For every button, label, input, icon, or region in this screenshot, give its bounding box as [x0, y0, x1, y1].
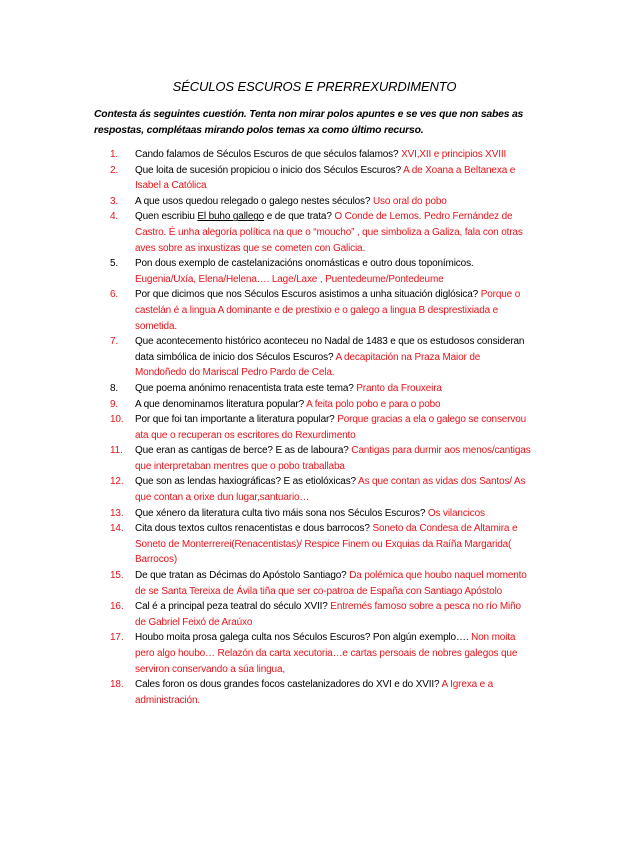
instructions-text: Contesta ás seguintes cuestión. Tenta non mirar polos apuntes e se ves que non sabes as respostas, complétaas mirando polos temas xa como último recurso.	[94, 109, 524, 136]
question-number: 4.	[110, 211, 119, 223]
question-number: 12.	[110, 476, 124, 488]
answer-text: O Conde de Lemos. Pedro Fernández de Castro. É unha alegoría política na que o “moucho” , que simboliza a Galiza, fala con otras aves sobre as inxustizas que se cometen con Galicia.	[135, 211, 523, 254]
answer-text: Cantigas para durmir aos menos/cantigas que interpretaban mentres que o pobo traballaba	[135, 445, 531, 472]
answer-text: Eugenia/Uxía, Elena/Helena…. Lage/Laxe , Puentedeume/Pontedeume	[135, 273, 444, 285]
list-item	[0, 147, 629, 163]
list-item	[0, 381, 629, 397]
question-body	[135, 568, 533, 599]
question-body	[135, 630, 533, 677]
question-text: e de que trata?	[264, 211, 335, 223]
question-number: 10.	[110, 414, 124, 426]
question-body	[135, 599, 533, 630]
question-body	[135, 147, 533, 163]
question-list	[0, 147, 629, 708]
question-body	[135, 194, 533, 210]
question-text: Quen escribiu	[135, 211, 198, 223]
question-text: Que poema anónimo renacentista trata este tema?	[135, 382, 357, 394]
list-item	[0, 163, 629, 194]
answer-text: Porque o castelán é a lingua A dominante e de prestixio e o galego a lingua B desprestixiada e sometida.	[135, 289, 521, 332]
question-number: 14.	[110, 523, 124, 535]
question-text: Que son as lendas haxiográficas? E as etiolóxicas?	[135, 476, 359, 488]
question-number: 8.	[110, 382, 119, 394]
question-text: De que tratan as Décimas do Apóstolo Santiago?	[135, 570, 350, 582]
question-number: 11.	[110, 445, 123, 457]
question-number: 1.	[110, 149, 119, 160]
question-text: Cales foron os dous grandes focos castelanizadores do XVI e do XVII?	[135, 679, 442, 691]
list-item	[0, 209, 629, 256]
question-number: 15.	[110, 570, 124, 582]
question-text: A que denominamos literatura popular?	[135, 398, 307, 410]
answer-text: XVI,XII e principios XVIII	[401, 149, 507, 160]
answer-text: Non moita pero algo houbo… Relazón da carta xecutoria…e cartas persoais de nobres galegos que serviron conservando a súa lingua,	[135, 632, 518, 675]
answer-text: As que contan as vidas dos Santos/ As que contan a orixe dun lugar,santuario…	[135, 476, 526, 504]
list-item	[0, 287, 629, 334]
book-title: El buho gallego	[197, 211, 265, 223]
question-number: 7.	[110, 336, 119, 348]
list-item	[0, 412, 629, 443]
answer-text: A de Xoana a Beltanexa e Isabel a Católica	[135, 164, 516, 192]
question-body	[135, 397, 533, 413]
answer-text: Uso oral do pobo	[372, 195, 447, 207]
question-number: 13.	[110, 507, 124, 519]
list-item	[0, 443, 629, 474]
question-number: 5.	[110, 258, 119, 270]
question-text: Cal é a principal peza teatral do século XVII?	[135, 601, 331, 613]
question-body	[135, 334, 533, 381]
question-number: 2.	[110, 164, 119, 176]
question-body	[135, 521, 533, 568]
question-body	[135, 287, 533, 334]
question-text: Por que dicimos que nos Séculos Escuros asistimos a unha situación diglósica?	[135, 289, 481, 301]
question-number: 16.	[110, 601, 124, 613]
list-item	[0, 194, 629, 210]
list-item	[0, 334, 629, 381]
question-body	[135, 381, 533, 397]
list-item	[0, 397, 629, 413]
list-item	[0, 677, 629, 708]
question-number: 17.	[110, 632, 124, 644]
list-item	[0, 568, 629, 599]
question-text: A que usos quedou relegado o galego nestes séculos?	[135, 195, 373, 207]
list-item	[0, 506, 629, 522]
answer-text: A feita polo pobo e para o pobo	[306, 398, 441, 410]
question-text: Por que foi tan importante a literatura popular?	[135, 414, 338, 426]
document-title: SÉCULOS ESCUROS E PRERREXURDIMENTO	[172, 79, 457, 94]
question-text: Cando falamos de Séculos Escuros de que séculos falamos?	[135, 149, 402, 160]
question-body	[135, 677, 533, 708]
list-item	[0, 630, 629, 677]
question-number: 9.	[110, 398, 119, 410]
question-text: Cita dous textos cultos renacentistas e dous barrocos?	[135, 523, 373, 535]
answer-text: Soneto da Condesa de Altamira e Soneto de Monterrerei(Renacentistas)/ Respice Finem ou Exquias da Raíña Margarida( Barrocos)	[135, 523, 518, 566]
question-text: Que eran as cantigas de berce? E as de laboura?	[135, 445, 352, 457]
question-number: 3.	[110, 195, 119, 207]
question-text: Pon dous exemplo de castelanizacións onomásticas e outro dous toponímicos.	[135, 258, 474, 270]
list-item	[0, 256, 629, 287]
answer-text: Os vilancicos	[427, 507, 485, 519]
answer-text: A Igrexa e a administración.	[135, 679, 494, 706]
question-text: Que acontecemento histórico aconteceu no Nadal de 1483 e que os estudosos consideran data simbólica de inicio dos Séculos Escuros?	[135, 336, 525, 363]
list-item	[0, 599, 629, 630]
question-number: 18.	[110, 679, 124, 691]
list-item	[0, 521, 629, 568]
answer-text: Da polémica que houbo naquel momento de se Santa Tereixa de Ávila tiña que ser co-patroa de España con Santiago Apóstolo	[135, 570, 527, 597]
question-body	[135, 412, 533, 443]
list-item	[0, 474, 629, 505]
question-body	[135, 443, 533, 474]
answer-text: Porque gracias a ela o galego se conservou ata que o recuperan os escritores do Rexurdimento	[135, 414, 527, 441]
question-body	[135, 163, 533, 194]
answer-text: Pranto da Frouxeira	[356, 382, 442, 394]
question-text: Que loita de sucesión propiciou o inicio dos Séculos Escuros?	[135, 164, 404, 176]
question-text: Que xénero da literatura culta tivo máis sona nos Séculos Escuros?	[135, 507, 428, 519]
question-body	[135, 256, 533, 287]
answer-text: A decapitación na Praza Maior de Mondoñedo do Mariscal Pedro Pardo de Cela.	[135, 351, 481, 379]
answer-text: Entremés famoso sobre a pesca no río Miño de Gabriel Feixó de Araúxo	[135, 601, 521, 628]
question-body	[135, 506, 533, 522]
question-number: 6.	[110, 289, 119, 301]
question-body	[135, 209, 533, 256]
question-text: Houbo moita prosa galega culta nos Séculos Escuros? Pon algún exemplo….	[135, 632, 472, 644]
question-body	[135, 474, 533, 505]
